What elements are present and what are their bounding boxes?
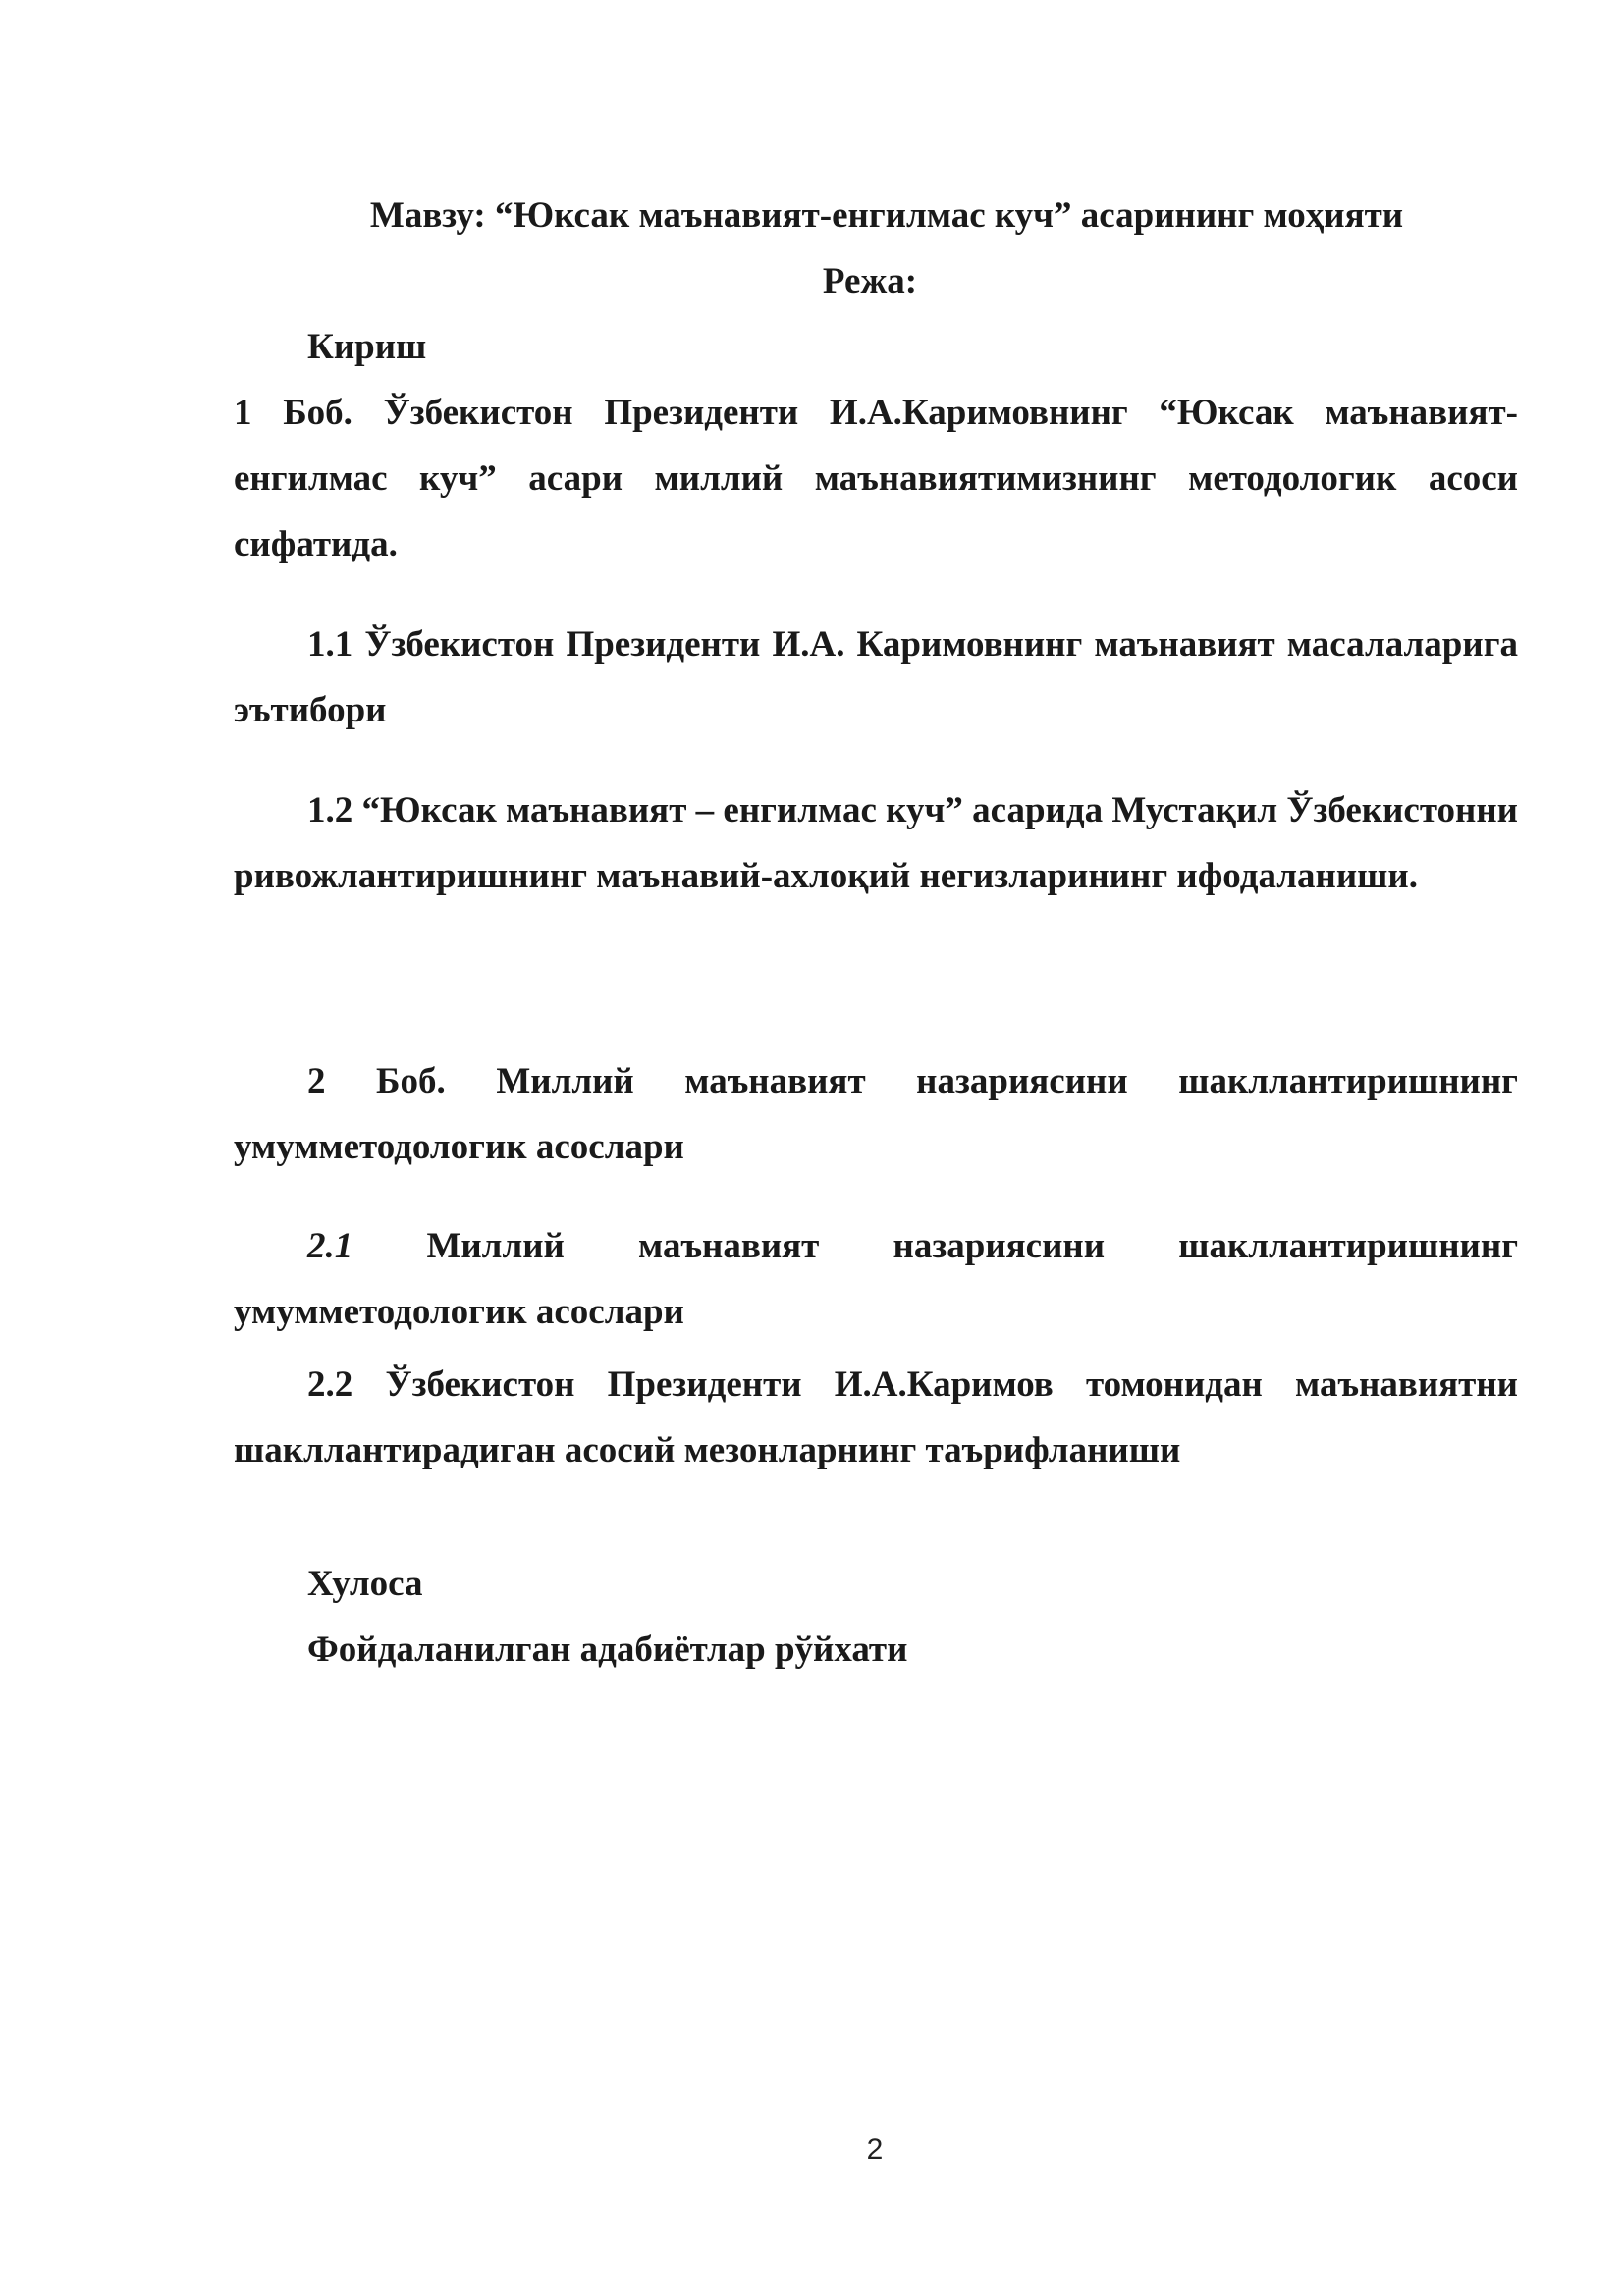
section-2-1-number: 2.1 bbox=[307, 1226, 353, 1266]
section-1-1: 1.1 Ўзбекистон Президенти И.А. Каримовнинг маънавият масалаларига эътибори bbox=[234, 624, 1518, 730]
chapter-1-heading: 1 Боб. Ўзбекистон Президенти И.А.Каримовнинг “Юксак маънавият-енгилмас куч” асари миллий маънавиятимизнинг методологик асоси сифатида. bbox=[234, 393, 1518, 564]
section-1-2: 1.2 “Юксак маънавият – енгилмас куч” асарида Мустақил Ўзбекистонни ривожлантиришнинг маънавий-ахлоқий негизларининг ифодаланиши. bbox=[234, 790, 1518, 896]
intro-item: Кириш bbox=[307, 327, 427, 367]
section-2-2: 2.2 Ўзбекистон Президенти И.А.Каримов томонидан маънавиятни шакллантирадиган асосий мезонларнинг таърифланиши bbox=[234, 1364, 1518, 1470]
document-title: Мавзу: “Юксак маънавият-енгилмас куч” асарининг моҳияти bbox=[369, 195, 1404, 236]
section-2-1-text: Миллий маънавият назариясини шакллантиришнинг умумметодологик асослари bbox=[234, 1226, 1518, 1332]
plan-heading: Режа: bbox=[822, 261, 918, 301]
section-2-1 bbox=[234, 1213, 1518, 1345]
conclusion-item: Хулоса bbox=[307, 1564, 423, 1604]
chapter-2-heading: 2 Боб. Миллий маънавият назариясини шакллантиришнинг умумметодологик асослари bbox=[234, 1061, 1518, 1167]
references-item: Фойдаланилган адабиётлар рўйхати bbox=[307, 1629, 908, 1670]
page-number: 2 bbox=[866, 2133, 884, 2165]
